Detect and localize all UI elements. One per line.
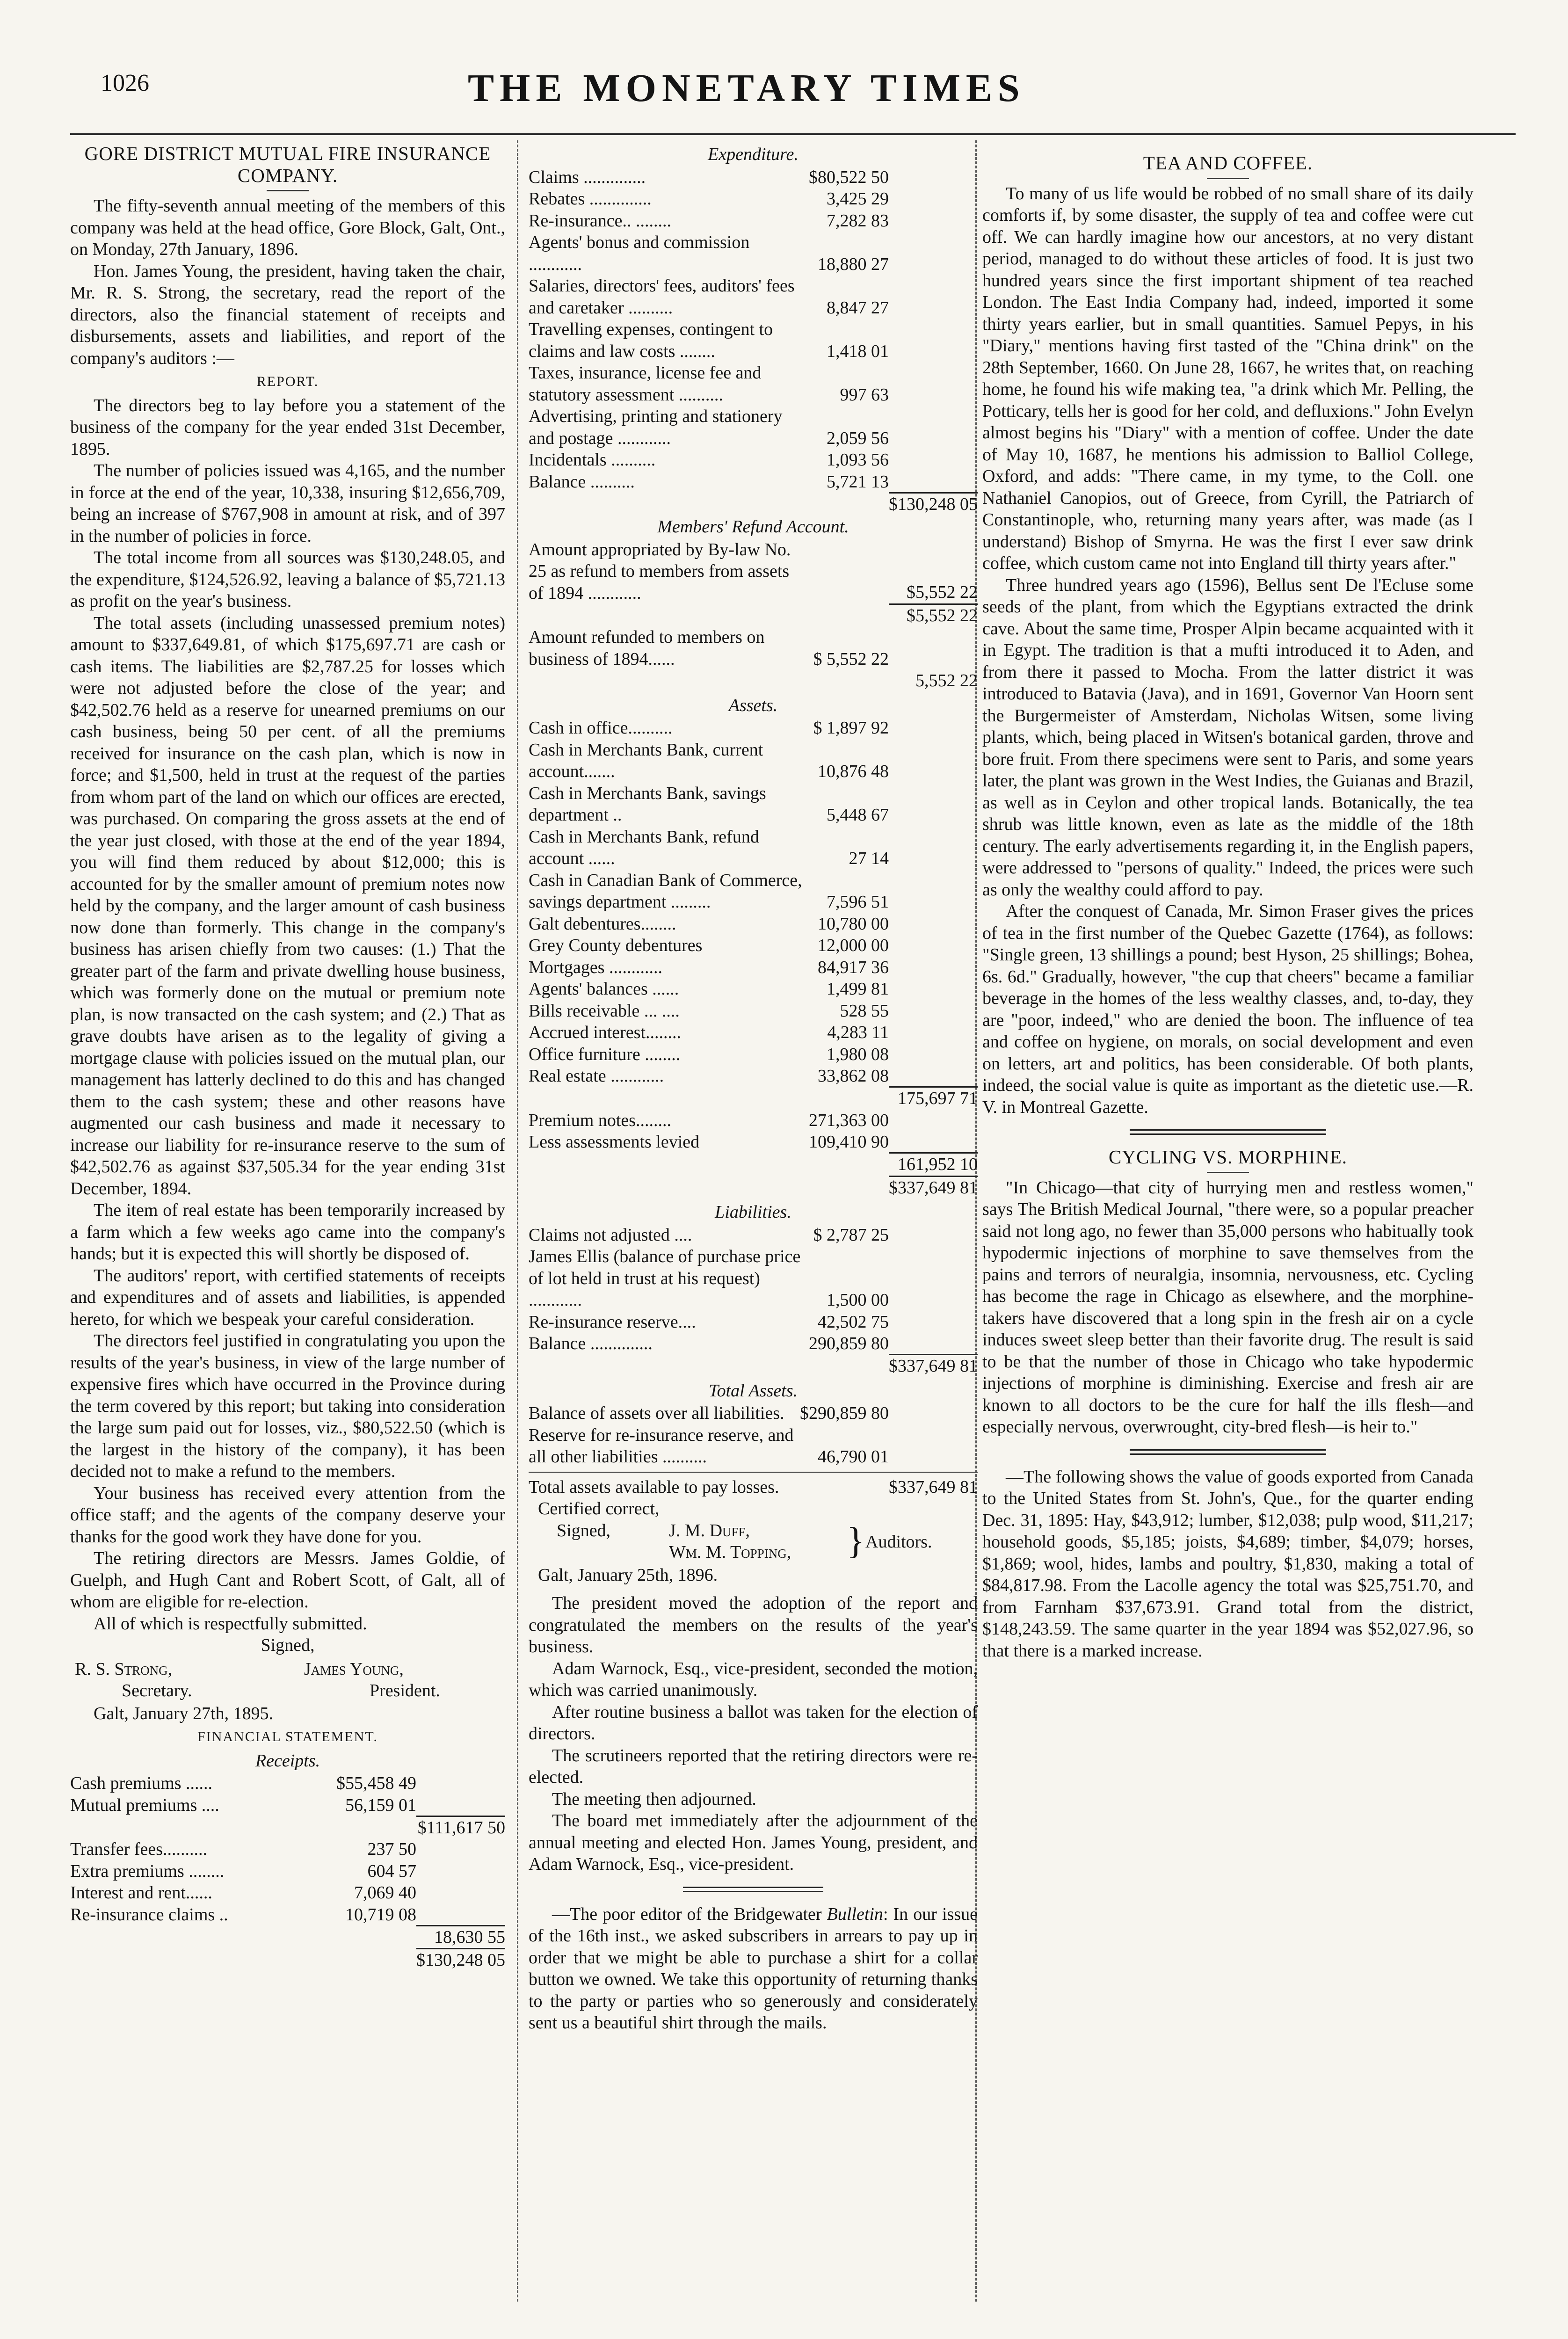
article-title: CYCLING VS. MORPHINE. (1108, 1146, 1348, 1168)
row-amount: 109,410 90 (809, 1132, 889, 1152)
row-amount: 1,499 81 (827, 979, 889, 999)
row-total (889, 870, 978, 913)
row-total (889, 1402, 978, 1424)
table-row (70, 1794, 505, 1816)
paragraph: The directors beg to lay before you a statement of the business of the company for the year ended 31st December, 1895. (70, 395, 505, 459)
table-row (70, 1882, 505, 1904)
row-amount: 1,418 01 (827, 341, 889, 361)
table-row (70, 1925, 505, 1949)
section-heading: Receipts. (255, 1751, 320, 1771)
paragraph: All of which is respectfully submitted. (94, 1613, 367, 1634)
row-label: Claims not adjusted .... (529, 1225, 692, 1245)
row-amount: 5,448 67 (827, 805, 889, 825)
row-label: Cash in Merchants Bank, refund account ...... (529, 827, 759, 868)
row-amount (332, 1925, 416, 1949)
row-label (70, 1949, 332, 1971)
receipts-table (70, 1772, 505, 1971)
row-total (889, 406, 978, 449)
row-amount (805, 1153, 889, 1177)
table-row (529, 1402, 978, 1424)
text-run: : In our issue of the 16th inst., we asked subscribers in arrears to pay up in order that we might be able to purchase a shirt for a collar button we owned. We take this opportunity of returning thanks to the party or parties who so generously and considerately sent us a beautiful shirt through the mails. (529, 1904, 978, 2033)
table-row (529, 1355, 978, 1377)
masthead: THE MONETARY TIMES (468, 66, 1025, 110)
section-divider (1130, 1129, 1326, 1135)
paragraph: To many of us life would be robbed of no small share of its daily comforts if, by some disaster, the supply of tea and coffee were cut off. We can hardly imagine how our ancestors, at no very distant period, managed to do without these articles of food. It is just two hundred years since the first important shipment of tea reached London. The East India Company had, indeed, imported it some thirty years earlier, but in small quantities. Samuel Pepys, in his "Diary," mentions having first tasted of the "China drink" on the 28th September, 1660. On June 28, 1667, he writes that, on reaching home, he found his wife making tea, "a drink which Mr. Pelling, the Potticary, tells her is good for her cold, and defluxions." John Evelyn almost begins his "Diary" with a mention of coffee. Under the date of May 10, 1687, he mentions his admission to Balliol College, Oxford, and adds: "There came, in my tyme, to the Coll. one Nathaniel Canopios, out of Greece, from Cyrill, the Patriarch of Constantinople, who, returning many years after, was made (as I understand) Bishop of Smyrna. He was the first I ever saw drink coffee, which custom came not into England till thirty years after." (982, 183, 1474, 573)
section-heading: Total Assets. (708, 1380, 798, 1401)
row-label: Advertising, printing and stationery and postage ............ (529, 407, 783, 448)
row-total: $5,552 22 (907, 582, 978, 602)
column-2 (529, 143, 978, 2034)
row-total (889, 1022, 978, 1044)
table-row (529, 913, 978, 935)
row-total (889, 1000, 978, 1022)
table-row (529, 604, 978, 626)
row-total: 175,697 71 (889, 1087, 978, 1110)
row-total: 161,952 10 (889, 1153, 978, 1177)
signed-label: Signed, (261, 1635, 315, 1655)
title-rule (1207, 1172, 1249, 1173)
row-amount: $80,522 50 (809, 167, 889, 187)
section-heading: REPORT. (256, 374, 319, 389)
row-amount: 56,159 01 (345, 1795, 416, 1815)
row-amount: 8,847 27 (827, 298, 889, 318)
table-row (529, 362, 978, 406)
row-amount (332, 1816, 416, 1838)
row-label: Cash premiums ...... (70, 1773, 212, 1793)
row-label: Cash in Merchants Bank, current account....... (529, 740, 763, 781)
auditors-label: Auditors. (865, 1532, 932, 1552)
row-amount: 84,917 36 (818, 957, 889, 977)
table-row (70, 1949, 505, 1971)
row-total (889, 826, 978, 870)
row-label: Incidentals .......... (529, 450, 656, 470)
row-total (889, 1110, 978, 1132)
row-total (889, 275, 978, 319)
row-total (889, 1044, 978, 1066)
paragraph: The president moved the adoption of the report and congratulated the members on the results of the year's business. (529, 1593, 978, 1656)
signature-name: R. S. Strong, (75, 1659, 173, 1679)
row-amount (332, 1949, 416, 1971)
row-amount: 2,059 56 (827, 428, 889, 448)
table-row (529, 1246, 978, 1311)
row-label (529, 670, 805, 692)
row-amount: 604 57 (367, 1861, 416, 1881)
row-label: James Ellis (balance of purchase price of lot held in trust at his request) ............ (529, 1247, 801, 1310)
row-total (889, 1131, 978, 1153)
row-total (416, 1882, 505, 1904)
row-total (889, 783, 978, 826)
row-amount: 12,000 00 (818, 936, 889, 955)
row-amount (805, 604, 889, 626)
row-label: Re-insurance reserve.... (529, 1312, 696, 1332)
row-total (889, 1224, 978, 1246)
paragraph: Adam Warnock, Esq., vice-president, seconded the motion, which was carried unanimously. (529, 1658, 978, 1700)
row-label (529, 1087, 805, 1110)
table-row (529, 1000, 978, 1022)
row-amount: 290,859 80 (809, 1334, 889, 1353)
signature-title: President. (370, 1680, 440, 1700)
row-label: Rebates .............. (529, 189, 652, 209)
table-row (70, 1860, 505, 1882)
row-amount (805, 1087, 889, 1110)
row-label (70, 1816, 332, 1838)
row-total: $337,649 81 (889, 1355, 978, 1377)
row-label (529, 604, 805, 626)
row-label (529, 1355, 805, 1377)
column-3 (982, 143, 1474, 1662)
row-amount: 5,721 13 (827, 472, 889, 492)
refund-table (529, 539, 978, 692)
row-total (889, 319, 978, 362)
signature-block (70, 1658, 505, 1703)
auditor-name: Wm. M. Topping, (669, 1542, 791, 1562)
row-amount: 7,069 40 (354, 1883, 416, 1903)
liabilities-table (529, 1224, 978, 1377)
row-label (529, 493, 805, 515)
row-label: Travelling expenses, contingent to claims and law costs ........ (529, 320, 773, 361)
table-row (529, 870, 978, 913)
paragraph: The total income from all sources was $130,248.05, and the expenditure, $124,526.92, leaving a balance of $5,721.13 as profit on the year's business. (70, 548, 505, 611)
table-row (529, 957, 978, 979)
row-label: Mutual premiums .... (70, 1795, 219, 1815)
row-total (889, 188, 978, 210)
table-row (70, 1816, 505, 1838)
row-total: 5,552 22 (915, 671, 978, 690)
row-label: Cash in office.......... (529, 718, 673, 738)
row-total (889, 471, 978, 493)
row-total (889, 1424, 978, 1468)
row-amount: 4,283 11 (827, 1023, 889, 1042)
title-rule (1207, 178, 1249, 179)
table-row (70, 1772, 505, 1794)
paragraph: The fifty-seventh annual meeting of the members of this company was held at the head office, Gore Block, Galt, Ont., on Monday, 27th January, 1896. (70, 196, 505, 259)
row-amount: 10,719 08 (345, 1904, 416, 1925)
row-amount: 10,876 48 (818, 762, 889, 781)
row-amount: $337,649 81 (889, 1477, 978, 1497)
row-total: $5,552 22 (889, 604, 978, 626)
table-row (529, 493, 978, 515)
table-row (529, 978, 978, 1000)
row-total (416, 1904, 505, 1926)
row-label: Agents' bonus and commission ............ (529, 232, 750, 274)
row-amount: 1,500 00 (827, 1290, 889, 1310)
row-amount: $ 1,897 92 (813, 718, 889, 738)
row-amount: 1,093 56 (827, 450, 889, 470)
row-label (529, 1153, 805, 1177)
auditor-name: J. M. Duff, (669, 1520, 750, 1540)
paragraph: The item of real estate has been temporarily increased by a farm which a few weeks ago came into the company's hands; but it is expected this will shortly be disposed of. (70, 1200, 505, 1264)
table-row (529, 275, 978, 319)
row-label: Less assessments levied (529, 1132, 700, 1152)
row-label: Real estate ............ (529, 1066, 664, 1086)
column-1 (70, 143, 505, 1971)
paragraph: The directors feel justified in congratulating you upon the results of the year's business, in view of the large number of expensive fires which have occurred in the Province during the term covered by this report; but taking into consideration the large sum paid out for losses, viz., $80,522.50 (which is the largest in the history of the company), it has been decided not to make a refund to the members. (70, 1331, 505, 1481)
paragraph: The total assets (including unassessed premium notes) amount to $337,649.81, of which $175,697.71 are cash or cash items. The liabilities are $2,787.25 for losses which were not adjusted before the close of the year; and $42,502.76 held as a reserve for unearned premiums on our cash business, being 50 per cent. of all the premiums received for insurance on the cash plan, which is now in force; and $1,500, held in trust at the request of the parties from whom part of the land on which our offices are erected, was purchased. On comparing the gross assets at the end of the year just closed, with those at the end of the year 1894, you will find them reduced by about $12,000; this is accounted for by the smaller amount of premium notes now held by the company, and the larger amount of cash business now done than formerly. This change in the company's business has arisen chiefly from two causes: (1.) That the greater part of the farm and private dwelling house business, which was formerly done on the mutual or premium note plan, is now transacted on the cash system; and (2.) That as grave doubts have arisen as to the legality of giving a mortgage clause with policies issued on the mutual plan, our management has latterly declined to do this and has changed them to the cash system; these and other reasons have augmented our cash business and made it necessary to increase our liability for re-insurance reserve to the sum of $42,502.76 as against $37,505.34 for the year ending 31st December, 1894. (70, 613, 505, 1199)
table-row (529, 1022, 978, 1044)
row-label: Mortgages ............ (529, 957, 663, 977)
table-row (529, 232, 978, 275)
table-row (529, 1044, 978, 1066)
table-row (529, 188, 978, 210)
row-amount (805, 539, 889, 604)
table-row (529, 670, 978, 692)
row-amount: 33,862 08 (818, 1066, 889, 1086)
row-total (889, 1333, 978, 1355)
table-row (529, 1224, 978, 1246)
row-amount: 3,425 29 (827, 189, 889, 209)
row-total: $111,617 50 (416, 1816, 505, 1838)
row-amount: 10,780 00 (818, 914, 889, 934)
title-rule (267, 190, 309, 191)
report-date: Galt, January 27th, 1895. (94, 1703, 274, 1723)
article-title: TEA AND COFFEE. (1143, 152, 1313, 174)
row-amount: 27 14 (849, 849, 889, 868)
paragraph: After routine business a ballot was taken for the election of directors. (529, 1702, 978, 1743)
row-total (889, 362, 978, 406)
paragraph: The meeting then adjourned. (552, 1789, 756, 1809)
signed-label: Signed, (557, 1520, 611, 1540)
row-amount: 237 50 (367, 1839, 416, 1859)
row-total (889, 978, 978, 1000)
row-label (529, 1176, 805, 1199)
table-row (529, 783, 978, 826)
row-total (889, 935, 978, 957)
row-total (889, 957, 978, 979)
row-amount: 42,502 75 (818, 1312, 889, 1332)
table-row (529, 449, 978, 471)
page-header (0, 0, 1568, 140)
table-row (529, 1311, 978, 1333)
row-amount: $ 5,552 22 (813, 649, 889, 669)
row-total (889, 167, 978, 189)
row-total (889, 1246, 978, 1311)
table-row (529, 319, 978, 362)
table-row (529, 1131, 978, 1153)
row-total: $337,649 81 (889, 1176, 978, 1199)
row-total: $130,248 05 (889, 493, 978, 515)
row-total: $130,248 05 (416, 1949, 505, 1971)
row-total (889, 913, 978, 935)
paragraph: Hon. James Young, the president, having taken the chair, Mr. R. S. Strong, the secretary, read the report of the directors, also the financial statement of receipts and disbursements, assets and liabilities, and report of the company's auditors :— (70, 261, 505, 368)
assets-table (529, 717, 978, 1199)
row-label: Amount appropriated by By-law No. 25 as refund to members from assets of 1894 ............ (529, 539, 791, 603)
row-label: Claims .............. (529, 167, 646, 187)
table-row (529, 1176, 978, 1199)
row-amount: $55,458 49 (336, 1773, 416, 1793)
brace: } (847, 1520, 865, 1562)
available-table (529, 1476, 978, 1498)
audit-date: Galt, January 25th, 1896. (538, 1565, 718, 1585)
paragraph (529, 1903, 978, 2034)
auditors-block (529, 1520, 978, 1564)
row-label: Extra premiums ........ (70, 1861, 225, 1881)
table-row (70, 1904, 505, 1926)
row-amount: 997 63 (840, 385, 889, 405)
table-row (70, 1838, 505, 1860)
text-run: —The poor editor of the Bridgewater (552, 1904, 827, 1924)
page-number: 1026 (101, 70, 149, 96)
table-row (529, 1153, 978, 1177)
table-row (529, 626, 978, 670)
row-total (416, 1794, 505, 1816)
table-row (529, 539, 978, 604)
section-heading: FINANCIAL STATEMENT. (197, 1729, 378, 1744)
signature-name: James Young, (304, 1659, 404, 1679)
row-label: Interest and rent...... (70, 1883, 212, 1903)
row-amount: 271,363 00 (809, 1110, 889, 1130)
paragraph: The board met immediately after the adjournment of the annual meeting and elected Hon. James Young, president, and Adam Warnock, Esq., vice-president. (529, 1811, 978, 1874)
table-row (529, 1065, 978, 1087)
row-total (889, 1065, 978, 1087)
row-total (889, 449, 978, 471)
row-label: Grey County debentures (529, 936, 703, 955)
paragraph: The number of policies issued was 4,165, and the number in force at the end of the year, 10,338, insuring $12,656,709, being an increase of $767,908 in amount at risk, and of 397 in the number of policies in force. (70, 461, 505, 546)
row-amount (805, 1355, 889, 1377)
row-label: Office furniture ........ (529, 1044, 681, 1064)
article-title: GORE DISTRICT MUTUAL FIRE INSURANCE COMPANY. (84, 143, 491, 186)
row-amount: 528 55 (840, 1001, 889, 1021)
row-total (889, 232, 978, 275)
row-label: Balance .......... (529, 472, 635, 492)
expenditure-table (529, 167, 978, 516)
certified-label: Certified correct, (538, 1499, 660, 1518)
table-row (529, 1424, 978, 1468)
row-amount: 7,596 51 (827, 892, 889, 912)
row-amount: $290,859 80 (800, 1403, 889, 1423)
table-row (529, 826, 978, 870)
row-label: Balance of assets over all liabilities. (529, 1403, 784, 1423)
row-label: Bills receivable ... .... (529, 1001, 680, 1021)
paragraph: "In Chicago—that city of hurrying men and restless women," says The British Medical Journal, "there were, so a popular preacher said not long ago, no fewer than 35,000 persons who habitually took hypodermic injections of morphine to save themselves from the pains and terrors of neuralgia, insomnia, nervousness, etc. Cycling has become the rage in Chicago as elsewhere, and the morphine-takers have discovered that a long spin in the fresh air on a cycle induces sweet sleep better than their favorite drug. The result is said to be that the number of those in Chicago who take hypodermic injections of morphine is diminishing. Exercise and fresh air are known to all doctors to be the cure for half the ills flesh—and especially nervous, overwrought, city-bred flesh—is heir to." (982, 1177, 1474, 1437)
row-label: Cash in Merchants Bank, savings department .. (529, 783, 766, 825)
table-row (529, 406, 978, 449)
row-total (416, 1860, 505, 1882)
table-row (529, 471, 978, 493)
row-label: Total assets available to pay losses. (529, 1477, 779, 1497)
row-label: Re-insurance claims .. (70, 1904, 228, 1925)
section-heading: Assets. (728, 695, 778, 715)
section-heading: Members' Refund Account. (657, 517, 849, 537)
table-row (529, 167, 978, 189)
row-total (889, 717, 978, 739)
table-row (529, 1333, 978, 1355)
row-label: Salaries, directors' fees, auditors' fees and caretaker .......... (529, 276, 795, 318)
paragraph: Three hundred years ago (1596), Bellus sent De l'Ecluse some seeds of the plant, from which the Egyptians extracted the drink cave. About the same time, Prosper Alpin became acquainted with it in Egypt. The tradition is that a mufti introduced it to Aden, and from there it passed to Mocha. From the latter district it was introduced to Batavia (Java), and in 1691, Governor Van Hoorn sent the Burgermeister of Amsterdam, Nicholas Witsen, some living plants, which, being placed in Witsen's botanical garden, throve and bore fruit. From there specimens were sent to Paris, and some years later, the plant was grown in the West Indies, the Guianas and Brazil, as well as in Ceylon and other tropical lands. Botanically, the tea shrub was little known, even as late as the middle of the 18th century. The early advertisements regarding it, in the English papers, were addressed to "persons of quality." Indeed, the prices were such as only the wealthy could afford to pay. (982, 575, 1474, 900)
column-divider (517, 140, 518, 2302)
row-label: Taxes, insurance, license fee and statutory assessment .......... (529, 363, 762, 405)
table-row (529, 1087, 978, 1110)
row-label (70, 1925, 332, 1949)
section-divider (683, 1887, 823, 1892)
table-row (529, 1110, 978, 1132)
row-amount: 46,790 01 (818, 1447, 889, 1467)
total-assets-table (529, 1402, 978, 1468)
paragraph: —The following shows the value of goods exported from Canada to the United States from St. John's, Que., for the quarter ending Dec. 31, 1895: Hay, $43,912; lumber, $12,038; pulp wood, $11,217; household goods, $5,185; joists, $4,689; timber, $4,079; horses, $1,869; wool, hides, lambs and poultry, $1,830, making a total of $84,817.98. From the Lacolle agency the total was $25,751.70, and from Farnham $37,673.91. Grand total from the district, $148,243.59. The same quarter in the year 1894 was $52,027.96, so that there is a marked increase. (982, 1467, 1474, 1661)
row-total (889, 1311, 978, 1333)
paragraph: After the conquest of Canada, Mr. Simon Fraser gives the prices of tea in the first number of the Quebec Gazette (1764), as follows: "Single green, 13 shillings a pound; best Hyson, 25 shillings; Bohea, 6s. 6d." Gradually, however, "the cup that cheers" became a familiar beverage in the homes of the less wealthy classes, and, to-day, they are "poor, indeed," who are denied the boon. The influence of tea and coffee on hygiene, on morals, on social development and even on letters, art and politics, has been considerable. Of both plants, indeed, the social value is quite as important as the dietetic use.—R. V. in Montreal Gazette. (982, 901, 1474, 1117)
row-label: Cash in Canadian Bank of Commerce, savings department ......... (529, 870, 802, 912)
row-amount: 7,282 83 (827, 211, 889, 231)
table-row (529, 210, 978, 232)
paragraph: The scrutineers reported that the retiring directors were re-elected. (529, 1745, 978, 1787)
row-label: Balance .............. (529, 1334, 653, 1353)
row-label: Amount refunded to members on business of 1894...... (529, 627, 765, 669)
row-label: Accrued interest........ (529, 1023, 682, 1042)
row-label: Galt debentures........ (529, 914, 676, 934)
row-amount (805, 493, 889, 515)
table-row (529, 717, 978, 739)
section-heading: Liabilities. (715, 1202, 791, 1222)
row-total (889, 626, 978, 670)
paragraph: The auditors' report, with certified statements of receipts and expenditures and of assets and liabilities, is appended hereto, for which we bespeak your careful consideration. (70, 1265, 505, 1329)
row-total (889, 210, 978, 232)
row-total (416, 1772, 505, 1794)
paragraph: The retiring directors are Messrs. James Goldie, of Guelph, and Hugh Cant and Robert Scott, of Galt, all of whom are eligible for re-election. (70, 1548, 505, 1612)
row-total (889, 739, 978, 783)
signature-title: Secretary. (122, 1680, 192, 1700)
table-row (529, 739, 978, 783)
row-label: Premium notes........ (529, 1110, 672, 1130)
row-amount: 18,880 27 (818, 254, 889, 274)
paragraph: Your business has received every attention from the office staff; and the agents of the company deserve your thanks for the good work they have done for you. (70, 1483, 505, 1547)
row-label: Reserve for re-insurance reserve, and all other liabilities .......... (529, 1425, 794, 1467)
header-rule (70, 133, 1516, 135)
row-amount: $ 2,787 25 (813, 1225, 889, 1245)
table-row (529, 935, 978, 957)
row-amount (805, 1176, 889, 1199)
text-run: Bulletin (827, 1904, 883, 1924)
row-total (416, 1838, 505, 1860)
section-divider (1130, 1449, 1326, 1455)
row-label: Transfer fees.......... (70, 1839, 208, 1859)
section-heading: Expenditure. (708, 145, 799, 164)
row-label: Re-insurance.. ........ (529, 211, 671, 231)
row-label: Agents' balances ...... (529, 979, 679, 999)
row-total: 18,630 55 (416, 1925, 505, 1949)
row-amount: 1,980 08 (827, 1044, 889, 1064)
row-amount (805, 670, 889, 692)
